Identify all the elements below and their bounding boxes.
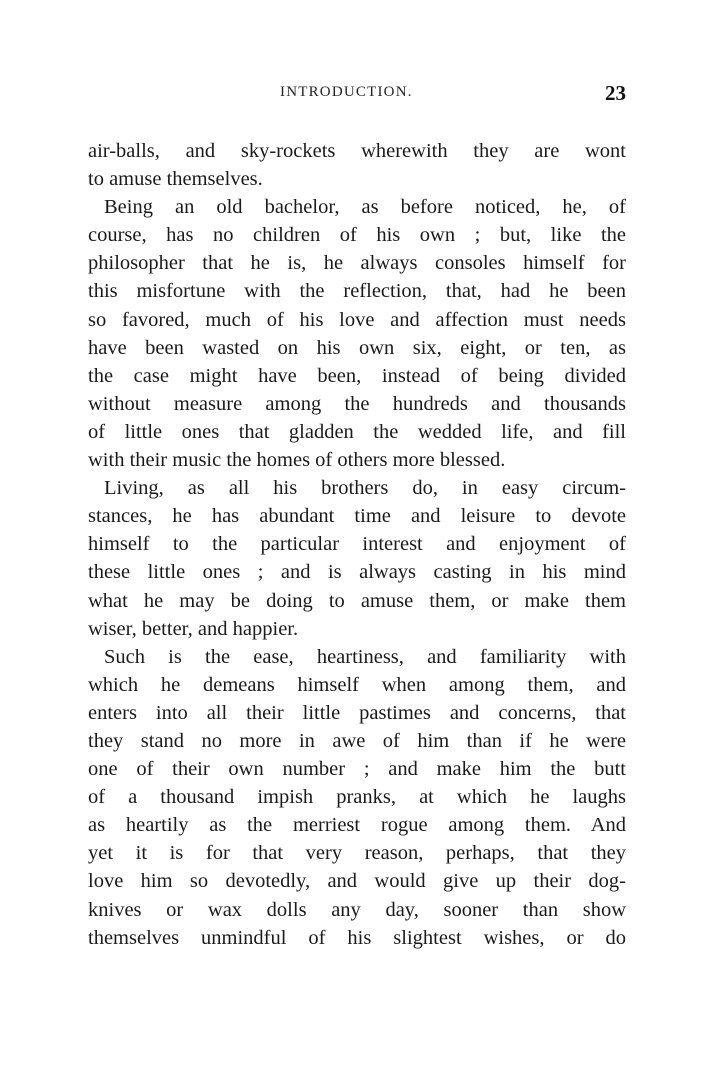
body-text bbox=[88, 137, 626, 952]
page-number: 23 bbox=[605, 81, 626, 105]
text-line: Being an old bachelor, as before noticed, he, of bbox=[104, 196, 626, 219]
paragraph bbox=[88, 193, 626, 474]
text-line: himself to the particular interest and enjoyment of bbox=[88, 533, 626, 556]
text-line: of a thousand impish pranks, at which he laughs bbox=[88, 786, 626, 809]
text-line: Such is the ease, heartiness, and familiarity with bbox=[104, 645, 626, 668]
text-line: philosopher that he is, he always consoles himself for bbox=[88, 252, 626, 275]
running-head bbox=[88, 81, 626, 110]
text-line: to amuse themselves. bbox=[88, 168, 263, 191]
paragraph bbox=[88, 643, 626, 952]
running-title: INTRODUCTION. bbox=[280, 84, 413, 100]
text-line: which he demeans himself when among them, and bbox=[88, 673, 626, 696]
text-line: Living, as all his brothers do, in easy circum- bbox=[104, 477, 626, 500]
paragraph bbox=[88, 137, 626, 193]
text-line: these little ones ; and is always casting in his mind bbox=[88, 561, 626, 584]
text-line: of little ones that gladden the wedded life, and fill bbox=[88, 420, 626, 443]
text-line: enters into all their little pastimes and concerns, that bbox=[88, 701, 626, 724]
text-line: one of their own number ; and make him the butt bbox=[88, 758, 626, 781]
text-line: stances, he has abundant time and leisure to devote bbox=[88, 505, 626, 528]
paragraph bbox=[88, 474, 626, 643]
text-line: without measure among the hundreds and thousands bbox=[88, 392, 626, 415]
text-line: knives or wax dolls any day, sooner than show bbox=[88, 898, 626, 921]
text-line: air-balls, and sky-rockets wherewith they are wont bbox=[88, 140, 626, 162]
text-line: as heartily as the merriest rogue among them. And bbox=[88, 814, 626, 837]
text-line: so favored, much of his love and affection must needs bbox=[88, 308, 626, 331]
text-line: have been wasted on his own six, eight, or ten, as bbox=[88, 336, 626, 359]
text-line: themselves unmindful of his slightest wishes, or do bbox=[88, 926, 626, 949]
text-line: what he may be doing to amuse them, or make them bbox=[88, 589, 626, 612]
text-line: the case might have been, instead of being divided bbox=[88, 364, 626, 387]
text-line: this misfortune with the reflection, that, had he been bbox=[88, 280, 626, 303]
text-line: love him so devotedly, and would give up their dog- bbox=[88, 870, 626, 893]
text-line: yet it is for that very reason, perhaps, that they bbox=[88, 842, 626, 865]
text-line: they stand no more in awe of him than if he were bbox=[88, 729, 626, 752]
text-line: wiser, better, and happier. bbox=[88, 617, 299, 640]
text-line: course, has no children of his own ; but, like the bbox=[88, 224, 626, 247]
text-line: with their music the homes of others more blessed. bbox=[88, 449, 506, 472]
